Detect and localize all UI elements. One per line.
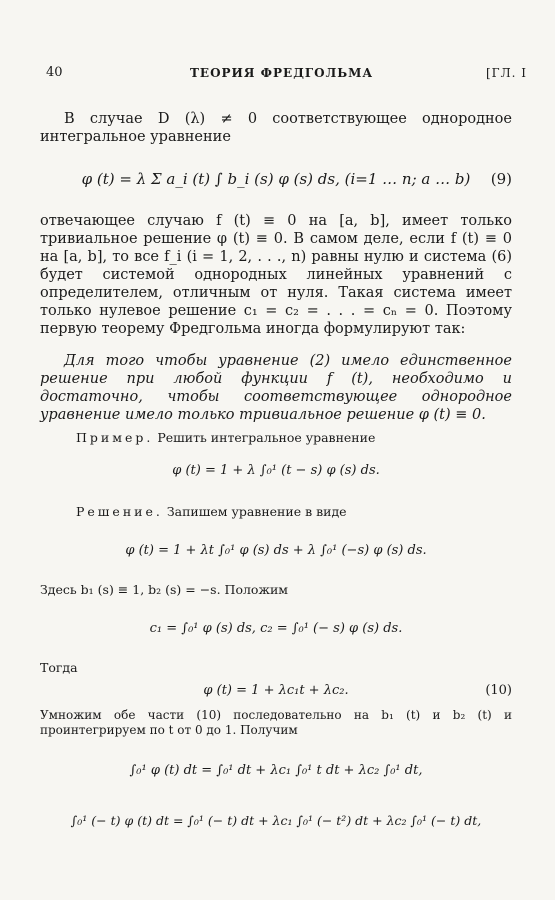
equation-solution-form: φ (t) = 1 + λt ∫₀¹ φ (s) ds + λ ∫₀¹ (−s) φ (s) ds.: [125, 543, 427, 558]
example-line: [76, 430, 512, 446]
then-line: Тогда: [40, 660, 78, 675]
equation-9-body: φ (t) = λ Σ a_i (t) ∫ b_i (s) φ (s) ds, (i=1 … n; a … b): [81, 170, 471, 188]
equation-integral-2: ∫₀¹ (− t) φ (t) dt = ∫₀¹ (− t) dt + λc₁ ∫₀¹ (− t²) dt + λc₂ ∫₀¹ (− t) dt,: [70, 813, 482, 828]
running-header: [40, 64, 527, 84]
equation-9: [40, 170, 512, 188]
equation-integral-1: ∫₀¹ φ (t) dt = ∫₀¹ dt + λc₁ ∫₀¹ t dt + λc₂ ∫₀¹ dt,: [129, 763, 423, 778]
theorem-statement: Для того чтобы уравнение (2) имело единственное решение при любой функции f (t), необходимо и достаточно, чтобы соответствующее однородное уравнение имело только тривиальное решение φ (t) ≡ 0.: [40, 353, 512, 423]
equation-10-body: φ (t) = 1 + λc₁t + λc₂.: [203, 683, 349, 698]
running-title: ТЕОРИЯ ФРЕДГОЛЬМА: [190, 66, 374, 80]
solution-line: [76, 504, 512, 520]
intro-paragraph: В случае D (λ) ≠ 0 соответствующее однородное интегральное уравнение: [40, 111, 512, 145]
multiply-paragraph: Умножим обе части (10) последовательно на b₁ (t) и b₂ (t) и проинтегрируем по t от 0 до 1. Получим: [40, 708, 512, 737]
solution-label: Решение.: [76, 504, 163, 519]
here-line: Здесь b₁ (s) ≡ 1, b₂ (s) = −s. Положим: [40, 582, 288, 597]
equation-10: [40, 682, 512, 700]
example-text: Решить интегральное уравнение: [157, 430, 376, 445]
page-number: 40: [46, 65, 63, 80]
example-label: Пример.: [76, 430, 154, 445]
equation-10-number: (10): [485, 683, 512, 698]
equation-example: φ (t) = 1 + λ ∫₀¹ (t − s) φ (s) ds.: [172, 463, 380, 478]
solution-text: Запишем уравнение в виде: [166, 504, 347, 519]
equation-c-definitions: c₁ = ∫₀¹ φ (s) ds, c₂ = ∫₀¹ (− s) φ (s) ds.: [149, 621, 403, 636]
equation-9-number: (9): [490, 170, 512, 188]
chapter-ref: [ГЛ. I: [485, 66, 527, 80]
paragraph-trivial-solution: отвечающее случаю f (t) ≡ 0 на [a, b], имеет только тривиальное решение φ (t) ≡ 0. В самом деле, если f (t) ≡ 0 на [a, b], то все f_i (i = 1, 2, . . ., n) равны нулю и система (6) будет системой однородных линейных уравнений с определителем, отличным от нуля. Такая система имеет только нулевое решение c₁ = c₂ = . . . = cₙ = 0. Поэтому первую теорему Фредгольма иногда формулируют так:: [40, 213, 512, 337]
